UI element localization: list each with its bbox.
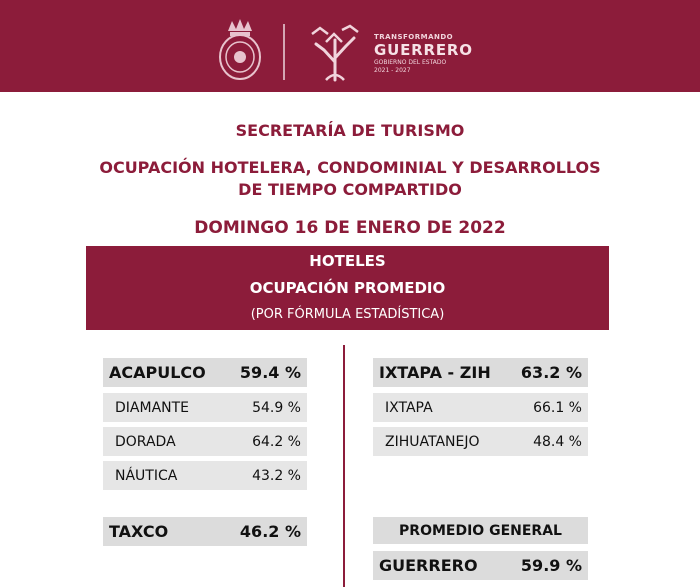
acapulco-row: [103, 358, 307, 387]
column-divider: [343, 345, 345, 587]
brand-big: GUERRERO: [374, 41, 473, 59]
guerrero-value: 59.9 %: [520, 556, 582, 575]
ixtapa-zih-value: 63.2 %: [520, 363, 582, 382]
zone-row-nautica: [103, 461, 307, 490]
zone-row-zihuatanejo: [373, 427, 588, 456]
hotels-banner: [86, 246, 609, 330]
zone-value: 48.4 %: [533, 433, 582, 450]
zone-label: ZIHUATANEJO: [385, 433, 480, 450]
report-date: DOMINGO 16 DE ENERO DE 2022: [194, 218, 506, 238]
banner-line-1: HOTELES: [309, 252, 386, 270]
taxco-value: 46.2 %: [239, 522, 301, 541]
ixtapa-zih-row: [373, 358, 588, 387]
acapulco-value: 59.4 %: [239, 363, 301, 382]
brand-text: [374, 34, 473, 74]
taxco-row: [103, 517, 307, 546]
zone-value: 54.9 %: [252, 399, 301, 416]
guerrero-label: GUERRERO: [379, 556, 478, 575]
zone-row-ixtapa: [373, 393, 588, 422]
zone-label: NÁUTICA: [115, 467, 178, 484]
brand-years: 2021 - 2027: [374, 67, 411, 74]
general-average-title: PROMEDIO GENERAL: [373, 517, 588, 544]
banner-line-2: OCUPACIÓN PROMEDIO: [249, 279, 446, 297]
brand-small: TRANSFORMANDO: [374, 33, 454, 41]
tree-logo-icon: [306, 24, 364, 82]
zone-label: DIAMANTE: [115, 399, 190, 416]
zone-value: 64.2 %: [252, 433, 301, 450]
brand-sub: GOBIERNO DEL ESTADO: [374, 59, 447, 66]
header-divider: [283, 24, 285, 80]
agency-title: SECRETARÍA DE TURISMO: [235, 121, 465, 140]
zone-label: IXTAPA: [385, 399, 433, 416]
zone-label: DORADA: [115, 433, 176, 450]
zone-value: 66.1 %: [533, 399, 582, 416]
zone-row-diamante: [103, 393, 307, 422]
acapulco-label: ACAPULCO: [109, 363, 206, 382]
state-seal-icon: [216, 17, 264, 81]
subject-line-1: OCUPACIÓN HOTELERA, CONDOMINIAL Y DESARROLLOS: [99, 158, 601, 177]
header-bar: [0, 0, 700, 92]
ixtapa-zih-label: IXTAPA - ZIH: [379, 363, 491, 382]
subject-line-2: DE TIEMPO COMPARTIDO: [238, 180, 462, 199]
taxco-label: TAXCO: [109, 522, 169, 541]
zone-value: 43.2 %: [252, 467, 301, 484]
guerrero-row: [373, 551, 588, 580]
banner-line-3: (POR FÓRMULA ESTADÍSTICA): [250, 307, 445, 322]
zone-row-dorada: [103, 427, 307, 456]
